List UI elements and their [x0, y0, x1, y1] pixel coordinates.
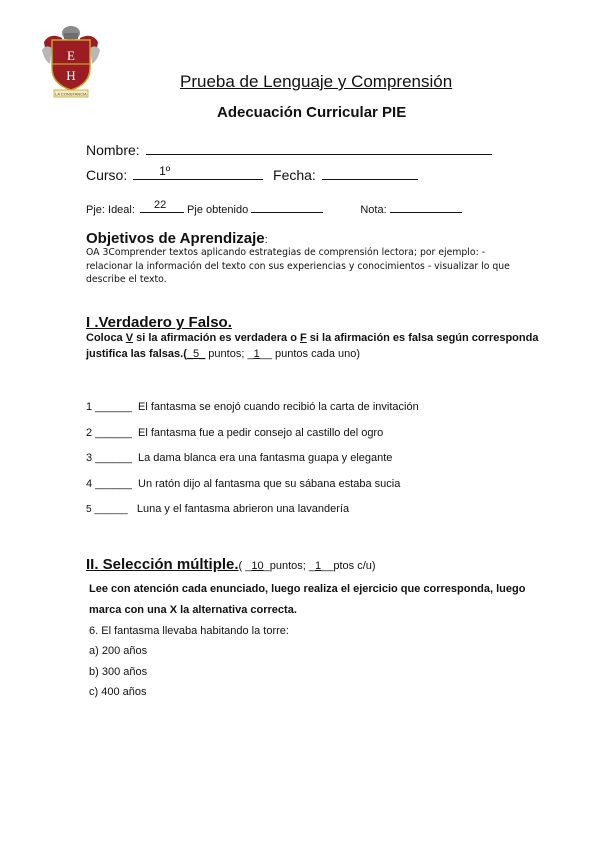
page-title: Prueba de Lenguaje y Comprensión	[180, 72, 453, 91]
page-subtitle: Adecuación Curricular PIE	[217, 104, 407, 121]
tf-item-blank[interactable]: 5 ______	[86, 504, 128, 515]
course-row	[86, 165, 418, 183]
crest-motto: LA CONSTANCIA	[55, 91, 87, 97]
course-label: Curso:	[86, 167, 128, 183]
s2-points-each: 1	[315, 560, 322, 572]
instr-d: justifica las falsas.	[86, 348, 184, 360]
objectives-text: OA 3Comprender textos aplicando estrategias de comprensión lectora; por ejemplo: - relacionar la información del texto con sus experiencias y conocimientos - visualizar lo que describe el texto.	[86, 247, 510, 285]
option-a[interactable]: a) 200 años	[89, 645, 148, 657]
s2-points-mid: _puntos; _	[263, 560, 316, 572]
tf-item-blank[interactable]: 4 ______	[86, 478, 132, 490]
points-end: __ puntos cada uno)	[259, 348, 361, 360]
points-row	[86, 200, 462, 216]
instr-b: si la afirmación es verdadera o	[133, 332, 300, 344]
course-field[interactable]	[133, 165, 263, 180]
obtained-field[interactable]	[251, 200, 323, 213]
instr-f: F	[300, 332, 307, 344]
points-total: _5_	[186, 348, 206, 360]
tf-item-2	[86, 427, 383, 439]
tf-item-blank[interactable]: 1 ______	[86, 401, 132, 413]
crest-icon	[40, 24, 102, 100]
tf-item-blank[interactable]: 3 ______	[86, 452, 132, 464]
section2-heading: II. Selección múltiple.	[86, 556, 239, 573]
grade-label: Nota:	[360, 204, 387, 216]
tf-item-text: Luna y el fantasma abrieron una lavandería	[136, 503, 350, 515]
section1-instructions-line2	[86, 348, 360, 360]
section2-instructions-line2: marca con una X la alternativa correcta.	[89, 604, 297, 616]
name-label: Nombre:	[86, 142, 140, 158]
ideal-label: Pje: Ideal:	[86, 204, 135, 216]
instr-c: si la afirmación es falsa según corresponda	[306, 332, 539, 344]
crest-letter-e: E	[67, 48, 75, 63]
ideal-value: 22	[153, 199, 167, 211]
grade-field[interactable]	[390, 200, 462, 213]
option-b[interactable]: b) 300 años	[89, 666, 148, 678]
tf-item-1	[86, 401, 419, 413]
tf-item-5	[86, 503, 349, 515]
s2-points-end: __ptos c/u)	[321, 560, 376, 572]
tf-item-blank[interactable]: 2 ______	[86, 427, 132, 439]
tf-item-text: La dama blanca era una fantasma guapa y elegante	[138, 452, 393, 464]
tf-item-4	[86, 478, 400, 490]
course-value: 1º	[159, 164, 171, 178]
section2-heading-row	[86, 556, 376, 574]
objectives-heading	[86, 230, 268, 247]
tf-item-text: El fantasma fue a pedir consejo al castillo del ogro	[138, 427, 384, 439]
points-open: (	[183, 348, 187, 360]
name-row	[86, 140, 492, 158]
section1-instructions-line1	[86, 332, 538, 344]
tf-item-text: El fantasma se enojó cuando recibió la carta de invitación	[138, 401, 419, 413]
tf-item-3	[86, 452, 392, 464]
objectives-colon: :	[264, 234, 268, 246]
ideal-field[interactable]	[140, 200, 184, 213]
section2-instructions-line1: Lee con atención cada enunciado, luego realiza el ejercicio que corresponda, luego	[89, 583, 526, 595]
school-crest	[40, 24, 102, 100]
question-6: 6. El fantasma llevaba habitando la torre:	[89, 625, 289, 637]
objectives-heading-text: Objetivos de Aprendizaje	[86, 230, 265, 247]
s2-points-total: 10	[251, 560, 264, 572]
tf-item-text: Un ratón dijo al fantasma que su sábana estaba sucia	[138, 478, 401, 490]
date-field[interactable]	[322, 165, 418, 180]
instr-a: Coloca	[86, 332, 126, 344]
name-field[interactable]	[146, 140, 492, 155]
points-mid: puntos; _	[205, 348, 254, 360]
date-label: Fecha:	[273, 167, 316, 183]
obtained-label: Pje obtenido	[187, 204, 249, 216]
instr-v: V	[125, 332, 134, 344]
s2-points-open: ( _	[238, 560, 252, 572]
crest-letter-h: H	[66, 68, 76, 83]
points-each: 1	[253, 348, 260, 360]
section1-heading: I .Verdadero y Falso.	[86, 314, 232, 331]
option-c[interactable]: c) 400 años	[89, 686, 147, 698]
